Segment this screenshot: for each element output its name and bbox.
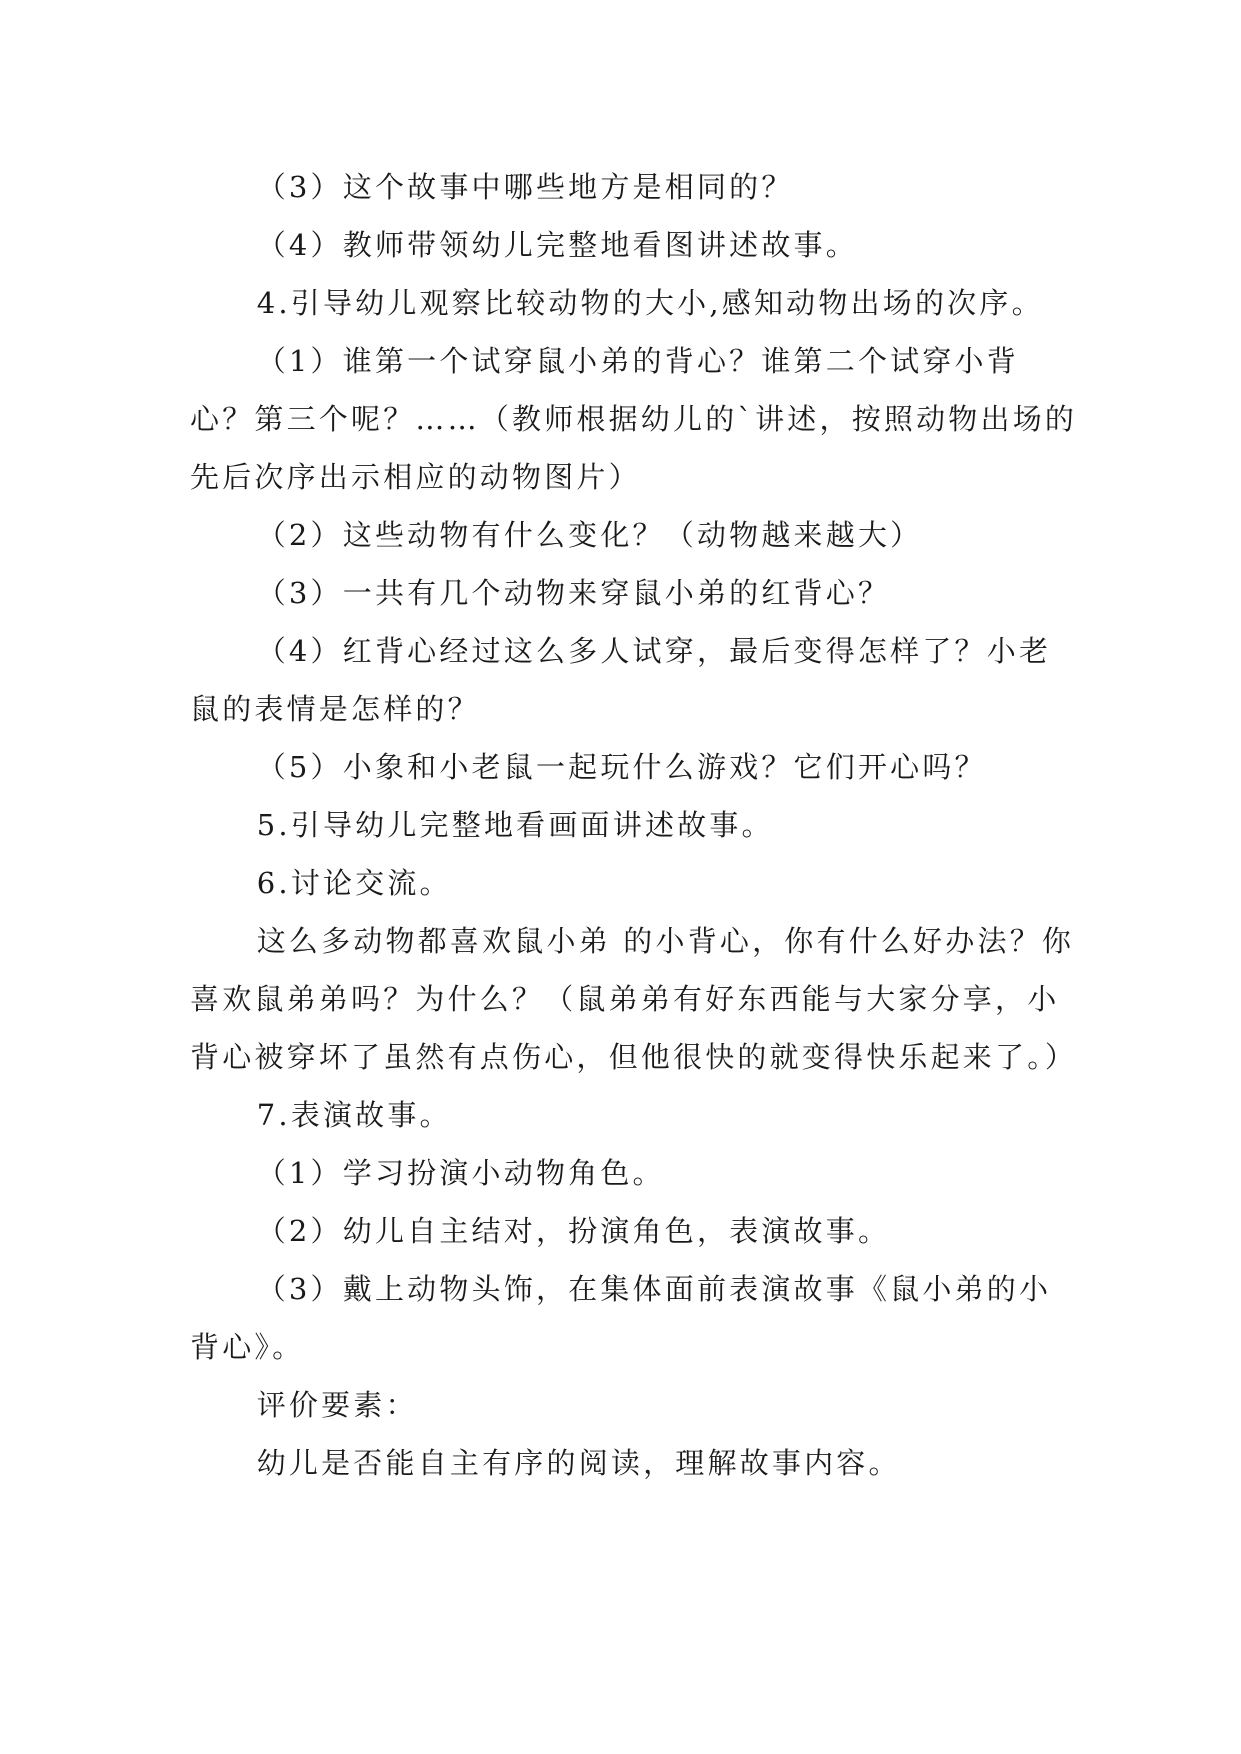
document-body — [190, 158, 1080, 1492]
paragraph-step-4-q1: （1）谁第一个试穿鼠小弟的背心？谁第二个试穿小背心？第三个呢？……（教师根据幼儿的`讲述，按照动物出场的先后次序出示相应的动物图片） — [190, 344, 1078, 494]
paragraph-step-4-q5: （5）小象和小老鼠一起玩什么游戏？它们开心吗？ — [256, 750, 987, 784]
paragraph-step-4: 4.引导幼儿观察比较动物的大小,感知动物出场的次序。 — [256, 286, 1044, 320]
paragraph-discussion: 这么多动物都喜欢鼠小弟 的小背心，你有什么好办法？你喜欢鼠弟弟吗？为什么？（鼠弟弟有好东西能与大家分享，小背心被穿坏了虽然有点伤心，但他很快的就变得快乐起来了。） — [190, 924, 1078, 1074]
paragraph-sub-4: （4）教师带领幼儿完整地看图讲述故事。 — [256, 228, 858, 262]
paragraph-step-7-q2: （2）幼儿自主结对，扮演角色，表演故事。 — [256, 1214, 891, 1248]
paragraph-evaluation-content: 幼儿是否能自主有序的阅读，理解故事内容。 — [256, 1446, 901, 1480]
paragraph-step-7: 7.表演故事。 — [256, 1098, 452, 1132]
paragraph-evaluation-heading: 评价要素： — [256, 1388, 418, 1422]
paragraph-step-7-q1: （1）学习扮演小动物角色。 — [256, 1156, 665, 1190]
paragraph-step-7-q3: （3）戴上动物头饰，在集体面前表演故事《鼠小弟的小背心》。 — [190, 1272, 1052, 1364]
paragraph-step-4-q4: （4）红背心经过这么多人试穿，最后变得怎样了？小老鼠的表情是怎样的？ — [190, 634, 1052, 726]
paragraph-step-6: 6.讨论交流。 — [256, 866, 452, 900]
paragraph-step-4-q2: （2）这些动物有什么变化？（动物越来越大） — [256, 518, 923, 552]
paragraph-sub-3: （3）这个故事中哪些地方是相同的？ — [256, 170, 794, 204]
paragraph-step-4-q3: （3）一共有几个动物来穿鼠小弟的红背心？ — [256, 576, 891, 610]
paragraph-step-5: 5.引导幼儿完整地看画面讲述故事。 — [256, 808, 774, 842]
